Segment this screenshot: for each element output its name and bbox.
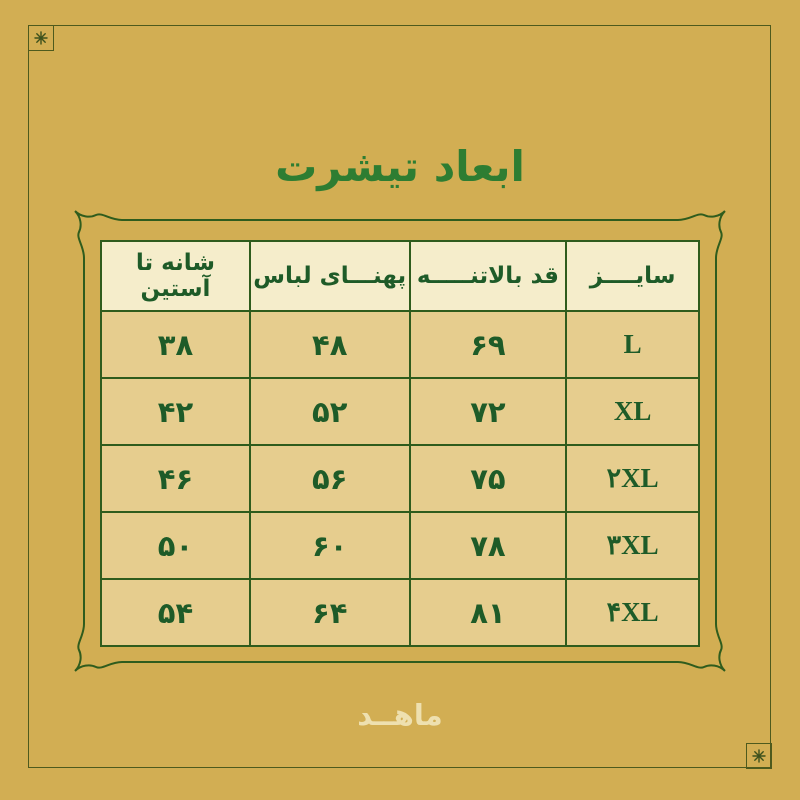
column-header-torso-length: قد بالاتنـــــه	[410, 241, 567, 311]
corner-star-box-bottom-right	[746, 743, 772, 769]
shoulder-to-sleeve-cell: ۴۶	[101, 445, 250, 512]
column-header-shoulder-to-sleeve: شانه تا آستین	[101, 241, 250, 311]
size-cell: XL	[566, 378, 699, 445]
shoulder-to-sleeve-cell: ۴۲	[101, 378, 250, 445]
asterisk-star-icon	[751, 748, 767, 764]
header-row	[101, 241, 699, 311]
asterisk-star-icon	[33, 30, 49, 46]
garment-width-cell: ۶۰	[250, 512, 410, 579]
table-row	[101, 378, 699, 445]
table-row	[101, 512, 699, 579]
brand-watermark: ماهــد	[357, 698, 443, 732]
garment-width-cell: ۵۲	[250, 378, 410, 445]
torso-length-cell: ۶۹	[410, 311, 567, 378]
size-chart-table	[100, 240, 700, 647]
size-cell: ۲XL	[566, 445, 699, 512]
table-header	[101, 241, 699, 311]
shoulder-to-sleeve-cell: ۳۸	[101, 311, 250, 378]
shoulder-to-sleeve-cell: ۵۴	[101, 579, 250, 646]
corner-star-box-top-left	[28, 25, 54, 51]
torso-length-cell: ۷۵	[410, 445, 567, 512]
garment-width-cell: ۴۸	[250, 311, 410, 378]
torso-length-cell: ۷۲	[410, 378, 567, 445]
page-title: ابعاد تیشرت	[275, 142, 525, 191]
column-header-size: سایــــز	[566, 241, 699, 311]
table-row	[101, 579, 699, 646]
size-table-body	[101, 311, 699, 646]
size-cell: ۳XL	[566, 512, 699, 579]
torso-length-cell: ۸۱	[410, 579, 567, 646]
garment-width-cell: ۵۶	[250, 445, 410, 512]
size-cell: ۴XL	[566, 579, 699, 646]
garment-width-cell: ۶۴	[250, 579, 410, 646]
table-row	[101, 445, 699, 512]
size-cell: L	[566, 311, 699, 378]
table-row	[101, 311, 699, 378]
column-header-garment-width: پهنـــای لباس	[250, 241, 410, 311]
torso-length-cell: ۷۸	[410, 512, 567, 579]
shoulder-to-sleeve-cell: ۵۰	[101, 512, 250, 579]
